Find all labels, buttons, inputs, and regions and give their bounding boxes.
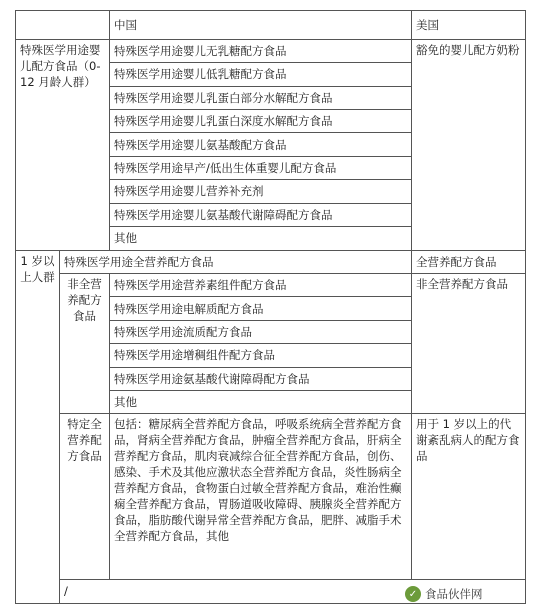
list-item: 特殊医学用途婴儿乳蛋白部分水解配方食品 xyxy=(110,86,412,109)
watermark xyxy=(405,583,533,605)
over1-category: 1 岁以上人群 xyxy=(16,250,60,603)
full-china: 特殊医学用途全营养配方食品 xyxy=(60,250,412,273)
list-item: 特殊医学用途婴儿营养补充剂 xyxy=(110,180,412,203)
nonfull-label: 非全营养配方食品 xyxy=(60,273,110,414)
table-row xyxy=(16,39,526,62)
header-china: 中国 xyxy=(110,11,412,40)
list-item: 特殊医学用途婴儿无乳糖配方食品 xyxy=(110,39,412,62)
list-item: 特殊医学用途氨基酸代谢障碍配方食品 xyxy=(110,367,412,390)
nonfull-usa: 非全营养配方食品 xyxy=(412,273,526,414)
specific-label: 特定全营养配方食品 xyxy=(60,414,110,579)
infant-usa: 豁免的婴儿配方奶粉 xyxy=(412,39,526,250)
list-item: 特殊医学用途流质配方食品 xyxy=(110,320,412,343)
list-item: 其他 xyxy=(110,391,412,414)
list-item: 特殊医学用途婴儿氨基酸代谢障碍配方食品 xyxy=(110,203,412,226)
list-item: 其他 xyxy=(110,227,412,250)
list-item: 特殊医学用途增稠组件配方食品 xyxy=(110,344,412,367)
infant-category: 特殊医学用途婴儿配方食品（0-12 月龄人群） xyxy=(16,39,110,250)
list-item: 特殊医学用途早产/低出生体重婴儿配方食品 xyxy=(110,156,412,179)
list-item: 特殊医学用途婴儿低乳糖配方食品 xyxy=(110,63,412,86)
list-item: 特殊医学用途营养素组件配方食品 xyxy=(110,273,412,296)
specific-china: 包括：糖尿病全营养配方食品，呼吸系统病全营养配方食品，肾病全营养配方食品，肿瘤全营养配方食品，肝病全营养配方食品，肌肉衰减综合征全营养配方食品，创伤、感染、手术及其他应激状态全营养配方食品，炎性肠病全营养配方食品，食物蛋白过敏全营养配方食品，难治性癫痫全营养配方食品，胃肠道吸收障碍、胰腺炎全营养配方食品，脂肪酸代谢异常全营养配方食品，肥胖、减脂手术全营养配方食品，其他 xyxy=(110,414,412,579)
wechat-icon: ✓ xyxy=(405,586,421,602)
comparison-table xyxy=(15,10,526,604)
header-usa: 美国 xyxy=(412,11,526,40)
list-item: 特殊医学用途婴儿氨基酸配方食品 xyxy=(110,133,412,156)
header-blank xyxy=(16,11,110,40)
specific-usa: 用于 1 岁以上的代谢紊乱病人的配方食品 xyxy=(412,414,526,579)
full-usa: 全营养配方食品 xyxy=(412,250,526,273)
last-row: / xyxy=(60,579,526,604)
watermark-text: 食品伙伴网 xyxy=(425,587,483,601)
table-row xyxy=(16,273,526,296)
table-row xyxy=(16,250,526,273)
header-row xyxy=(16,11,526,40)
list-item: 特殊医学用途婴儿乳蛋白深度水解配方食品 xyxy=(110,110,412,133)
table-row xyxy=(16,414,526,579)
list-item: 特殊医学用途电解质配方食品 xyxy=(110,297,412,320)
